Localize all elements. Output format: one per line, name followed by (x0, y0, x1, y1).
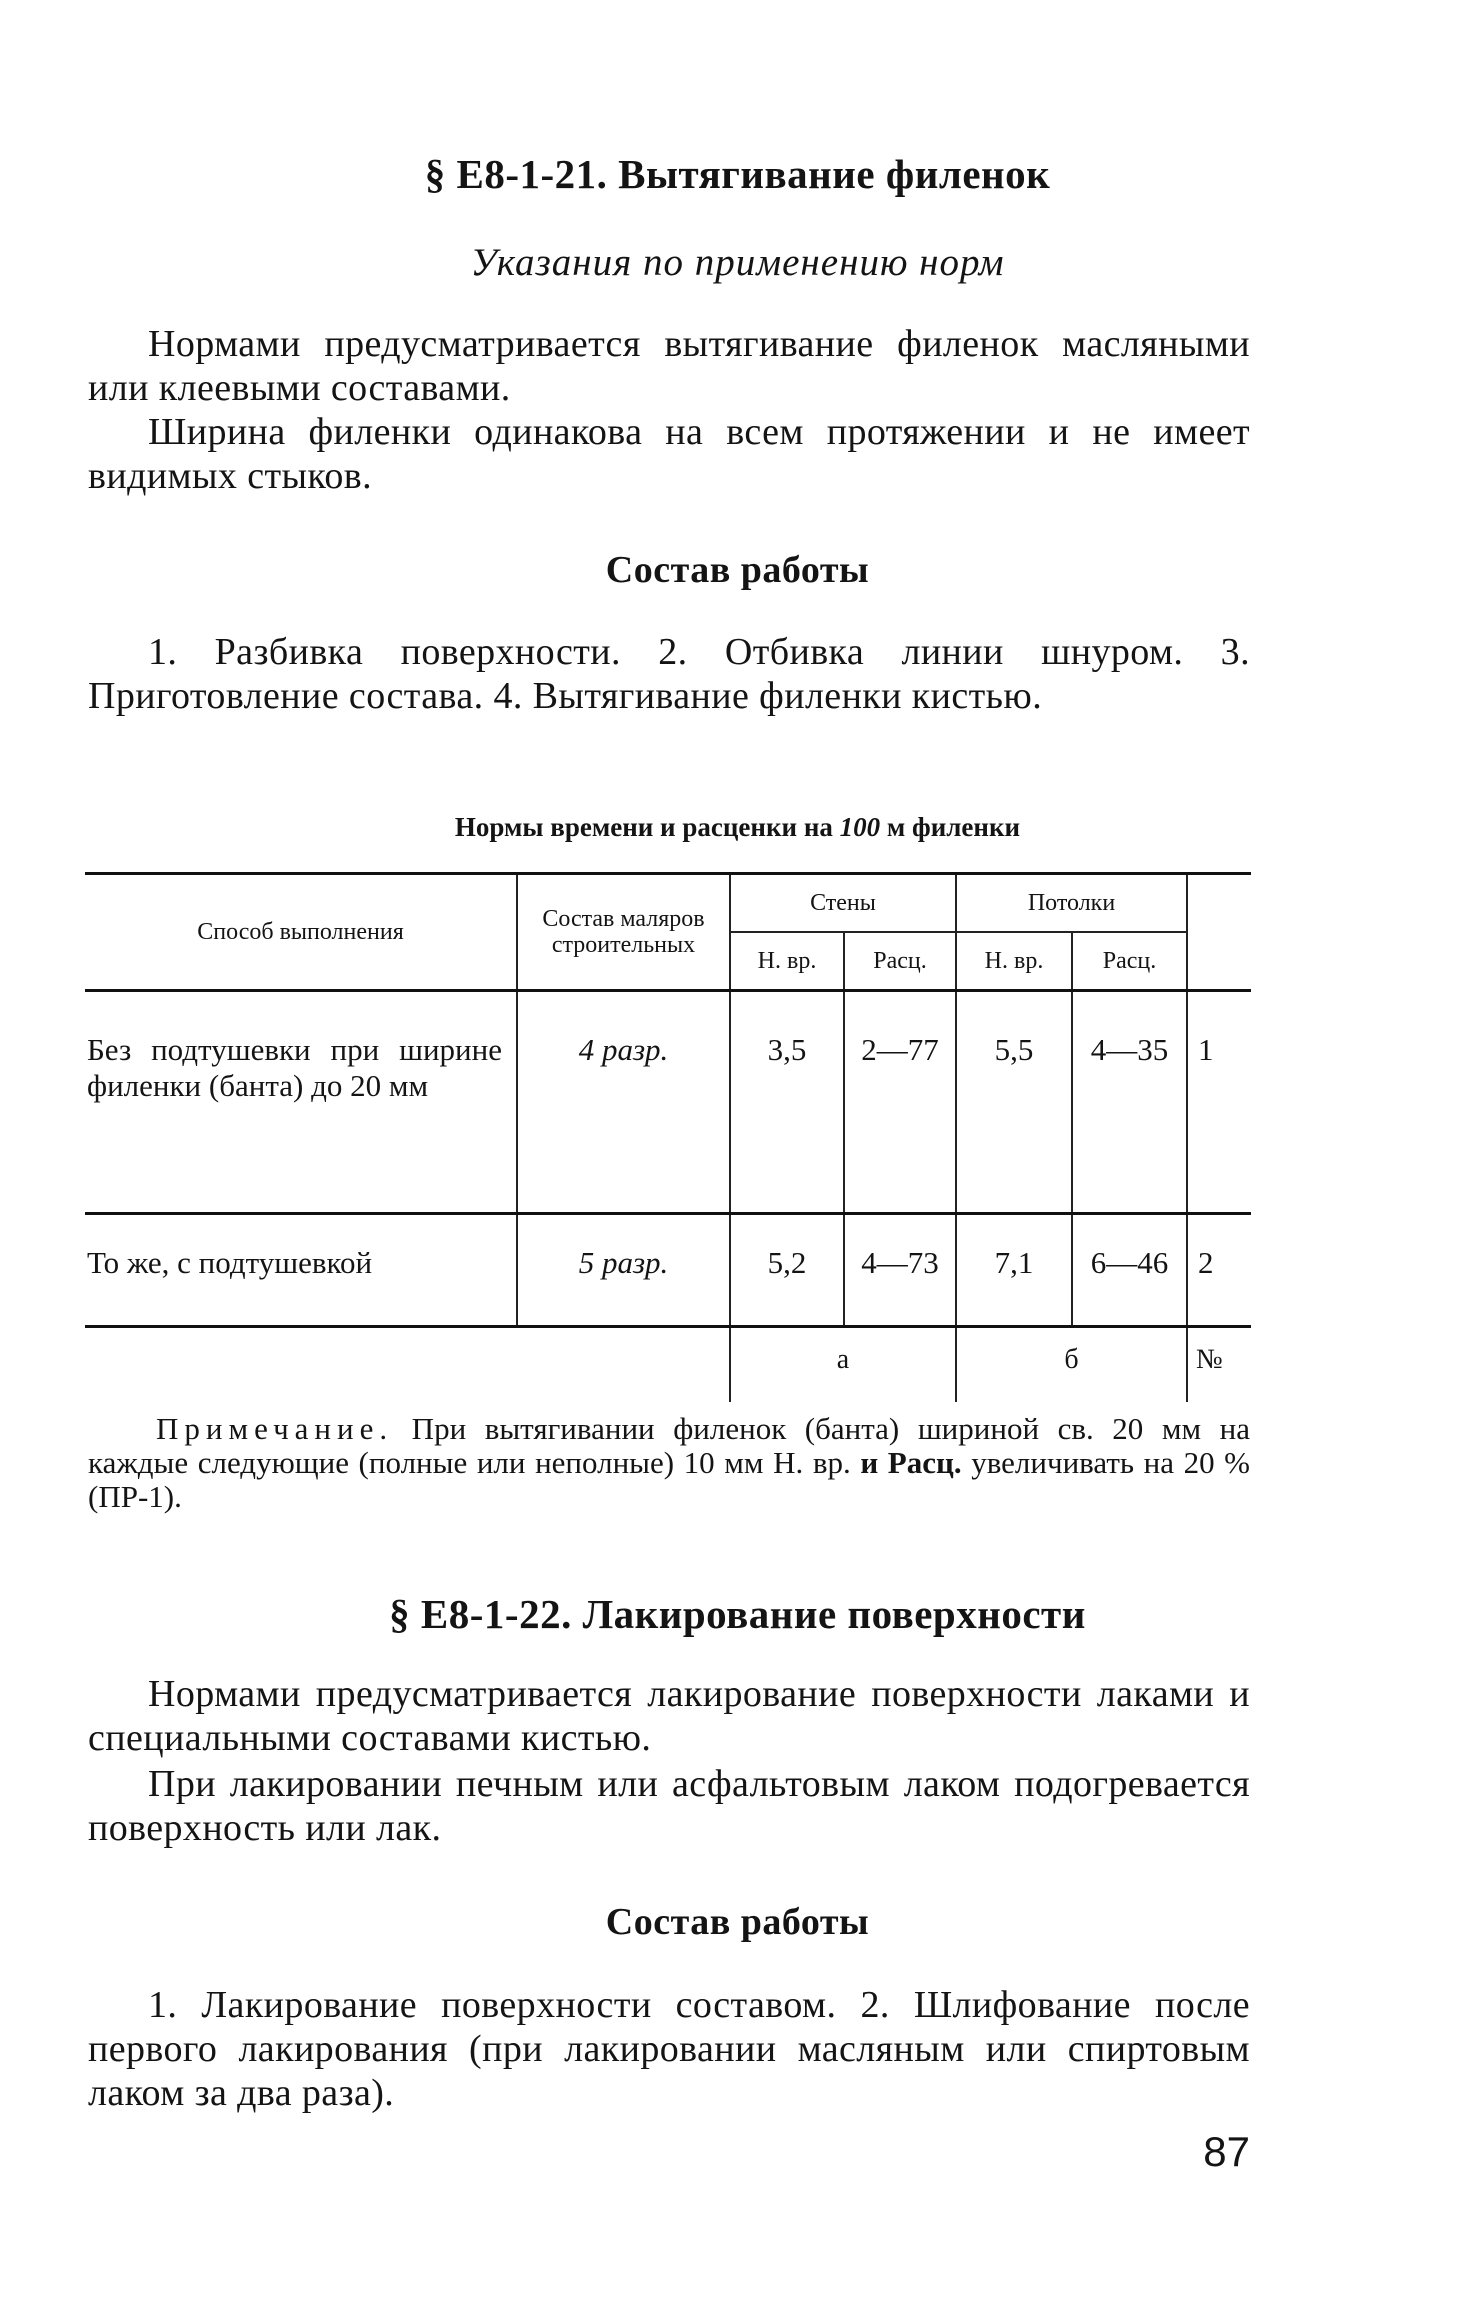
norms-table (85, 872, 1251, 1402)
table-caption-post: м филенки (880, 812, 1021, 842)
header-walls: Стены (730, 874, 956, 933)
section-title-e8-1-22: § Е8-1-22. Лакирование поверхности (389, 1591, 1086, 1637)
header-crew: Состав маляров строительных (517, 874, 730, 991)
header-ceilings-rate: Расц. (1072, 932, 1187, 991)
row-method-text: То же, с подтушевкой (87, 1245, 373, 1280)
work-composition-text: 1. Разбивка поверхности. 2. Отбивка линии шнуром. 3. Приготовление состава. 4. Вытягивание филенки кистью. (88, 631, 1250, 717)
footer-a: а (730, 1327, 956, 1403)
header-method: Способ выполнения (85, 874, 517, 991)
table-row (85, 991, 1251, 1214)
row-ceilings-rate: 6—46 (1072, 1214, 1187, 1327)
paragraph-1: Нормами предусматривается вытягивание филенок масляными или клеевыми составами. (88, 323, 1250, 409)
row-ceilings-rate: 4—35 (1072, 991, 1187, 1214)
paragraph-4: При лакировании печным или асфальтовым лаком подогревается поверхность или лак. (88, 1763, 1250, 1849)
row-walls-rate: 2—77 (844, 991, 956, 1214)
work-composition-heading-2: Состав работы (605, 1901, 870, 1943)
row-walls-rate: 4—73 (844, 1214, 956, 1327)
work-composition-text-2: 1. Лакирование поверхности составом. 2. Шлифование после первого лакирования (при лакировании масляным или спиртовым лаком за два раза). (88, 1984, 1250, 2114)
row-number: 2 (1187, 1214, 1251, 1327)
note-text-1: При вытягивании филенок (банта) шириной св. 20 мм на каждые следующие (полные или неполные) 10 мм Н. вр. (88, 1411, 1250, 1480)
paragraph-3: Нормами предусматривается лакирование поверхности лаками и специальными составами кистью. (88, 1673, 1250, 1759)
row-walls-time: 3,5 (730, 991, 844, 1214)
row-crew: 5 разр. (517, 1214, 730, 1327)
row-number: 1 (1187, 991, 1251, 1214)
table-footer-row (85, 1327, 1251, 1403)
table-header-row (85, 874, 1251, 933)
table-row (85, 1214, 1251, 1327)
table-caption-pre: Нормы времени и расценки на (454, 812, 840, 842)
row-method (85, 1214, 517, 1327)
row-ceilings-time: 7,1 (956, 1214, 1072, 1327)
footer-blank (85, 1327, 517, 1403)
table-caption-number: 100 (839, 812, 881, 842)
table-note (88, 1412, 1250, 1514)
header-walls-rate: Расц. (844, 932, 956, 991)
header-ceilings: Потолки (956, 874, 1187, 933)
row-method-text: Без подтушевки при ширине филенки (банта) до 20 мм (87, 1032, 502, 1103)
row-walls-time: 5,2 (730, 1214, 844, 1327)
header-ceilings-time: Н. вр. (956, 932, 1072, 991)
header-number (1187, 874, 1251, 991)
table-caption (0, 812, 1475, 843)
note-text-2: увеличивать на 20 % (ПР-1). (88, 1445, 1251, 1514)
paragraph-2: Ширина филенки одинакова на всем протяжении и не имеет видимых стыков. (88, 411, 1250, 497)
row-crew: 4 разр. (517, 991, 730, 1214)
row-ceilings-time: 5,5 (956, 991, 1072, 1214)
footer-b: б (956, 1327, 1187, 1403)
footer-blank (517, 1327, 730, 1403)
note-label: Примечание. (156, 1411, 394, 1446)
page-number: 87 (1203, 2128, 1250, 2175)
header-walls-time: Н. вр. (730, 932, 844, 991)
section-subtitle: Указания по применению норм (470, 241, 1005, 284)
footer-number-sign: № (1187, 1327, 1251, 1403)
row-method (85, 991, 517, 1214)
section-title-e8-1-21: § Е8-1-21. Вытягивание филенок (424, 151, 1051, 197)
note-bold: и Расц. (860, 1445, 962, 1480)
work-composition-heading: Состав работы (605, 549, 870, 591)
